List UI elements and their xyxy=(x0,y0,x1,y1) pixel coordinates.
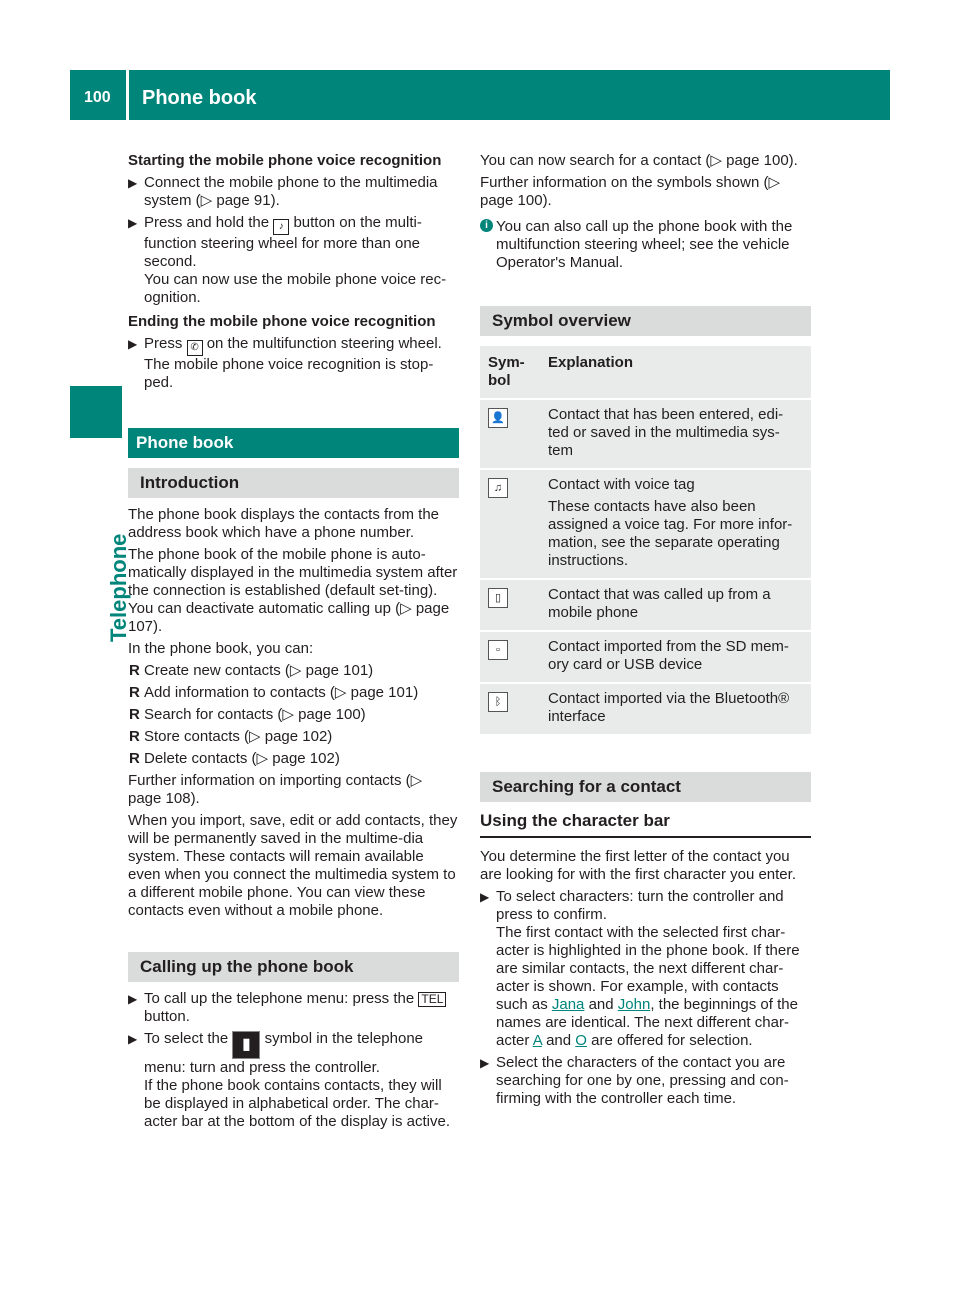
mobile-phone-icon: ▯ xyxy=(488,588,508,608)
info-note: i You can also call up the phone book with the multifunction steering wheel; see the vehicle Operator's Manual. xyxy=(480,218,811,272)
info-icon: i xyxy=(480,219,493,232)
heading-character-bar: Using the character bar xyxy=(480,812,811,838)
charbar-step-select: ▶ To select characters: turn the controller and press to confirm. The first contact with the selected first char-acter is highlighted in the phone book. If there are similar contacts, the next different char-acter is shown. For example, with contacts such as Jana and John, the beginnings of the names are identical. The next different char-acter A and O are offered for selection. xyxy=(480,888,800,1049)
voice-button-icon: ♪ xyxy=(273,219,289,235)
subsection-searching: Searching for a contact xyxy=(480,772,811,802)
voice-step-end: ▶ Press ✆ on the multifunction steering wheel. The mobile phone voice recognition is stop-ped. xyxy=(128,335,442,391)
intro-paragraph: When you import, save, edit or add contacts, they will be permanently saved in the multime-dia system. These contacts will remain available even when you connect the multimedia system to a different mobile phone. You can view these contacts even without a mobile phone. xyxy=(128,812,458,919)
step-arrow-icon: ▶ xyxy=(128,216,138,230)
step-arrow-icon: ▶ xyxy=(480,1056,490,1070)
table-row: ▯ Contact that was called up from a mobile phone xyxy=(480,580,811,630)
voice-step-press: ▶ Press and hold the ♪ button on the multi-function steering wheel for more than one second. You can now use the mobile phone voice rec-ognition. xyxy=(128,214,447,306)
subsection-calling-up: Calling up the phone book xyxy=(128,952,459,982)
voice-tag-icon: ♫ xyxy=(488,478,508,498)
page-title: Phone book xyxy=(142,87,257,109)
left-column xyxy=(128,152,459,1135)
section-bar-phone-book: Phone book xyxy=(128,428,459,458)
calling-step-select: ▶ To select the ▮ symbol in the telephone menu: turn and press the controller. If the phone book contains contacts, they will be displayed in alphabetical order. The char-acter bar at the bottom of the display is active. xyxy=(128,1030,450,1130)
page-header xyxy=(70,70,890,120)
chapter-label: Telephone xyxy=(106,533,131,642)
step-arrow-icon: ▶ xyxy=(128,176,138,190)
example-char-a: A xyxy=(532,1032,542,1049)
example-char-o: O xyxy=(575,1032,587,1049)
table-row: ᛒ Contact imported via the Bluetooth® interface xyxy=(480,684,811,734)
list-item: R Create new contacts (▷ page 101) xyxy=(129,662,374,679)
charbar-paragraph: You determine the first letter of the contact you are looking for with the first character you enter. xyxy=(480,848,796,883)
step-arrow-icon: ▶ xyxy=(128,1032,138,1046)
chapter-sidebar xyxy=(70,122,131,1202)
subsection-symbol-overview: Symbol overview xyxy=(480,306,811,336)
charbar-step-confirm: ▶ Select the characters of the contact you are searching for one by one, pressing and con-firming with the controller each time. xyxy=(480,1054,789,1107)
example-name-john: John xyxy=(617,996,651,1013)
person-icon: 👤 xyxy=(488,408,508,428)
intro-paragraph: The phone book of the mobile phone is auto-matically displayed in the multimedia system after the connection is established (default set-ting). You can deactivate automatic calling up (▷ page 107). xyxy=(128,546,458,635)
chapter-marker xyxy=(70,386,122,438)
right-column xyxy=(480,152,811,1112)
step-arrow-icon: ▶ xyxy=(128,337,138,351)
list-item: R Store contacts (▷ page 102) xyxy=(129,728,333,745)
page-number: 100 xyxy=(84,89,111,106)
symbol-table xyxy=(480,344,811,736)
table-row: 👤 Contact that has been entered, edi-ted or saved in the multimedia sys-tem xyxy=(480,400,811,468)
hang-up-icon: ✆ xyxy=(187,340,203,356)
tel-key-icon: TEL xyxy=(418,992,446,1007)
table-header-row xyxy=(480,346,811,398)
list-item: R Search for contacts (▷ page 100) xyxy=(129,706,366,723)
table-header-explanation: Explanation xyxy=(540,346,811,398)
intro-paragraph: The phone book displays the contacts from the address book which have a phone number. xyxy=(128,506,440,541)
step-arrow-icon: ▶ xyxy=(480,890,490,904)
table-header-symbol: Sym-bol xyxy=(480,346,540,398)
table-row: ♫ Contact with voice tag These contacts have also been assigned a voice tag. For more infor-mation, see the separate operating instructions. xyxy=(480,470,811,578)
table-row: ▫ Contact imported from the SD mem-ory card or USB device xyxy=(480,632,811,682)
sd-usb-icon: ▫ xyxy=(488,640,508,660)
voice-end-heading: Ending the mobile phone voice recognition xyxy=(128,313,436,330)
voice-step-connect: ▶ Connect the mobile phone to the multimedia system (▷ page 91). xyxy=(128,174,438,209)
search-paragraph: You can now search for a contact (▷ page 100). xyxy=(480,152,798,169)
header-divider xyxy=(126,70,129,120)
example-name-jana: Jana xyxy=(551,996,585,1013)
list-item: R Delete contacts (▷ page 102) xyxy=(129,750,340,767)
step-arrow-icon: ▶ xyxy=(128,992,138,1006)
list-item: R Add information to contacts (▷ page 101) xyxy=(129,684,419,701)
subsection-introduction: Introduction xyxy=(128,468,459,498)
voice-start-heading: Starting the mobile phone voice recognition xyxy=(128,152,442,169)
intro-paragraph: Further information on importing contacts (▷ page 108). xyxy=(128,772,423,807)
intro-paragraph: In the phone book, you can: xyxy=(128,640,314,657)
phone-book-symbol-icon: ▮ xyxy=(232,1031,260,1059)
calling-step-tel: ▶ To call up the telephone menu: press the TEL button. xyxy=(128,990,459,1026)
bluetooth-icon: ᛒ xyxy=(488,692,508,712)
search-paragraph: Further information on the symbols shown (▷ page 100). xyxy=(480,174,780,209)
